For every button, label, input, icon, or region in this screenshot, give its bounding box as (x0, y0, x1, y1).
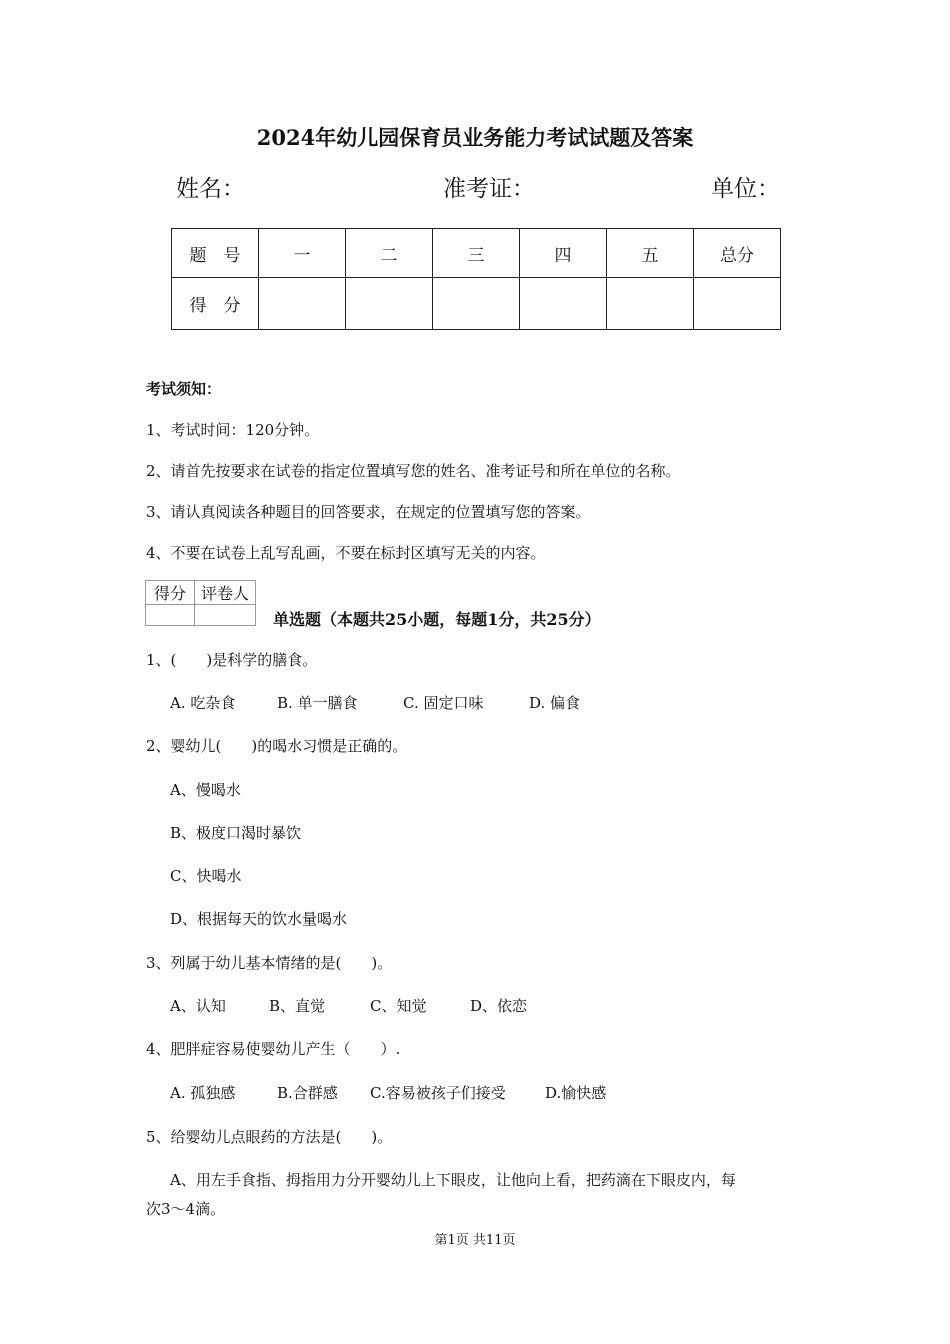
question-3-option-a: A、认知 (170, 997, 226, 1015)
score-table (171, 228, 781, 330)
section-title: 单选题（本题共25小题，每题1分，共25分） (273, 610, 601, 629)
question-1-option-b: B. 单一膳食 (277, 694, 358, 712)
score-cell[interactable] (346, 278, 433, 330)
header-cell-4: 四 (520, 229, 607, 278)
question-3-option-b: B、直觉 (269, 997, 326, 1015)
question-2-option-a: A、慢喝水 (170, 781, 241, 799)
question-2-stem: 2、婴幼儿( )的喝水习惯是正确的。 (146, 737, 408, 755)
score-cell[interactable] (433, 278, 520, 330)
score-cell[interactable] (259, 278, 346, 330)
question-1-option-c: C. 固定口味 (403, 694, 484, 712)
question-2-option-d: D、根据每天的饮水量喝水 (170, 910, 348, 928)
score-cell[interactable] (607, 278, 694, 330)
notice-item: 4、不要在试卷上乱写乱画，不要在标封区填写无关的内容。 (146, 544, 546, 562)
question-4-option-b: B.合群感 (277, 1084, 338, 1102)
grader-box-score-label: 得分 (146, 581, 195, 605)
exam-id-field-label: 准考证： (443, 176, 535, 202)
grader-box-grader-cell[interactable] (195, 605, 256, 626)
header-cell-label: 题 号 (172, 229, 259, 278)
question-4-stem: 4、肥胖症容易使婴幼儿产生（ ）. (146, 1040, 401, 1058)
score-row-label: 得 分 (172, 278, 259, 330)
question-1-option-d: D. 偏食 (529, 694, 581, 712)
notice-item: 3、请认真阅读各种题目的回答要求，在规定的位置填写您的答案。 (146, 503, 591, 521)
question-2-option-b: B、极度口渴时暴饮 (170, 824, 302, 842)
question-5-option-a-line1: A、用左手食指、拇指用力分开婴幼儿上下眼皮，让他向上看，把药滴在下眼皮内，每 (170, 1171, 736, 1189)
question-5-stem: 5、给婴幼儿点眼药的方法是( )。 (146, 1128, 393, 1146)
grader-box-score-cell[interactable] (146, 605, 195, 626)
grader-box (145, 580, 256, 626)
document-title: 2024年幼儿园保育员业务能力考试试题及答案 (256, 125, 694, 150)
question-5-option-a-line2: 次3～4滴。 (146, 1200, 226, 1218)
question-3-stem: 3、列属于幼儿基本情绪的是( )。 (146, 954, 393, 972)
question-2-option-c: C、快喝水 (170, 867, 242, 885)
score-table-score-row (172, 278, 781, 330)
notice-heading: 考试须知： (146, 380, 222, 398)
question-1-stem: 1、( )是科学的膳食。 (146, 651, 318, 669)
header-cell-3: 三 (433, 229, 520, 278)
unit-field-label: 单位： (711, 176, 780, 202)
page-footer: 第1页 共11页 (434, 1233, 516, 1248)
header-cell-2: 二 (346, 229, 433, 278)
question-4-option-c: C.容易被孩子们接受 (370, 1084, 506, 1102)
notice-item: 1、考试时间：120分钟。 (146, 421, 320, 439)
score-table-header-row (172, 229, 781, 278)
question-3-option-c: C、知觉 (370, 997, 427, 1015)
name-field-label: 姓名： (176, 176, 245, 202)
question-3-option-d: D、依恋 (470, 997, 528, 1015)
notice-item: 2、请首先按要求在试卷的指定位置填写您的姓名、准考证号和所在单位的名称。 (146, 462, 681, 480)
score-cell[interactable] (520, 278, 607, 330)
question-1-option-a: A. 吃杂食 (170, 694, 236, 712)
grader-box-grader-label: 评卷人 (195, 581, 256, 605)
header-cell-1: 一 (259, 229, 346, 278)
header-cell-5: 五 (607, 229, 694, 278)
header-cell-total: 总分 (694, 229, 781, 278)
question-4-option-a: A. 孤独感 (170, 1084, 236, 1102)
question-4-option-d: D.愉快感 (545, 1084, 607, 1102)
score-cell[interactable] (694, 278, 781, 330)
